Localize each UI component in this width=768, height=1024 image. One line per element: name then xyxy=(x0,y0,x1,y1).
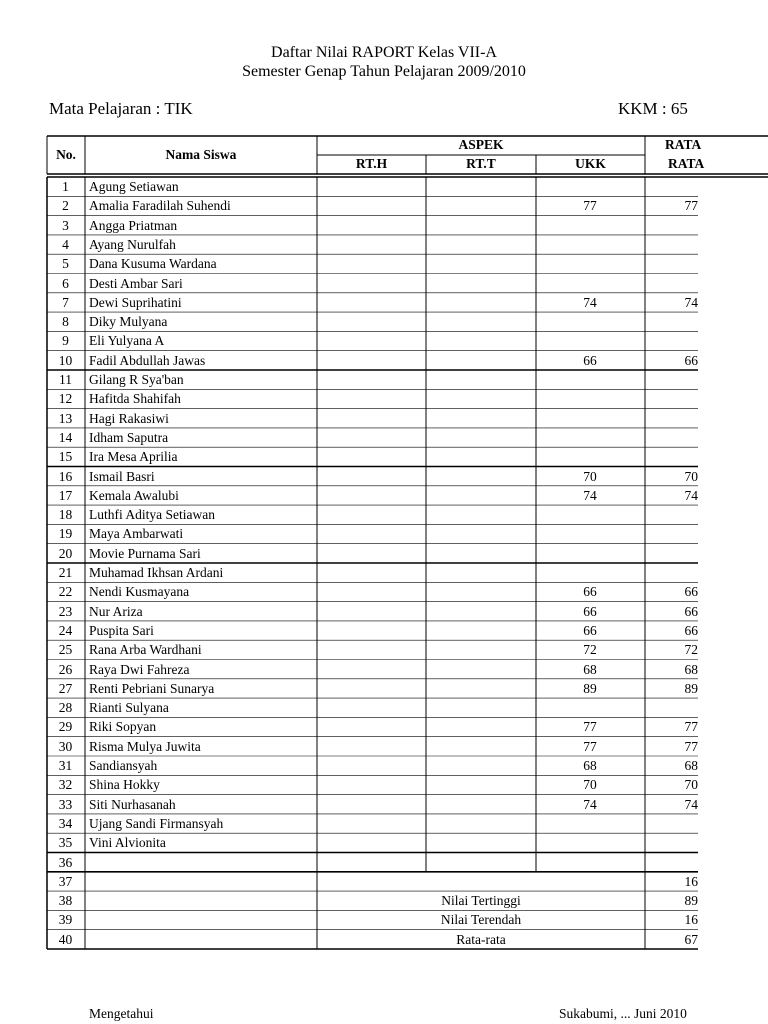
row-number: 3 xyxy=(62,217,69,233)
summary-label: Nilai Tertinggi xyxy=(441,893,521,909)
row-number: 10 xyxy=(58,352,73,368)
ukk-score: 74 xyxy=(583,796,597,812)
rata-score: 68 xyxy=(684,758,698,773)
footer-mengetahui: Mengetahui xyxy=(89,1006,154,1021)
student-name: Siti Nurhasanah xyxy=(89,796,176,812)
row-number: 35 xyxy=(58,835,73,851)
student-name: Fadil Abdullah Jawas xyxy=(89,352,206,368)
document-subtitle: Semester Genap Tahun Pelajaran 2009/2010 xyxy=(242,63,526,80)
student-name: Nur Ariza xyxy=(89,603,143,619)
rata-score: 74 xyxy=(684,796,698,812)
student-name: Shina Hokky xyxy=(89,777,160,793)
student-name: Riki Sopyan xyxy=(89,719,157,735)
student-name: Movie Purnama Sari xyxy=(89,545,201,561)
student-name: Nendi Kusmayana xyxy=(89,584,190,600)
row-number: 24 xyxy=(58,622,73,638)
student-name: Renti Pebriani Sunarya xyxy=(89,680,215,696)
ukk-score: 74 xyxy=(583,487,597,503)
summary-value: 16 xyxy=(684,873,698,889)
student-name: Ira Mesa Aprilia xyxy=(89,449,178,465)
summary-value: 89 xyxy=(684,893,698,909)
row-number: 9 xyxy=(62,333,69,349)
student-name: Sandiansyah xyxy=(89,758,158,773)
row-number: 23 xyxy=(58,603,73,619)
row-number: 21 xyxy=(58,565,73,580)
summary-value: 16 xyxy=(684,912,698,928)
ukk-score: 70 xyxy=(583,468,597,484)
subject-label: Mata Pelajaran : TIK xyxy=(49,99,193,118)
rata-score: 72 xyxy=(684,642,698,658)
rata-score: 66 xyxy=(684,352,698,368)
row-number: 2 xyxy=(62,198,69,214)
row-number: 37 xyxy=(58,873,73,889)
ukk-score: 66 xyxy=(583,584,597,600)
ukk-score: 77 xyxy=(583,198,597,214)
header-aspek: ASPEK xyxy=(458,137,504,152)
row-number: 25 xyxy=(58,642,73,658)
header-rt-h: RT.H xyxy=(355,156,388,171)
row-number: 32 xyxy=(58,777,73,793)
ukk-score: 66 xyxy=(583,352,597,368)
rata-score: 66 xyxy=(684,584,698,600)
kkm-label: KKM : 65 xyxy=(618,99,688,118)
ukk-score: 74 xyxy=(583,294,597,310)
rata-score: 77 xyxy=(684,719,698,735)
student-name: Ismail Basri xyxy=(89,468,155,484)
student-name: Luthfi Aditya Setiawan xyxy=(89,507,215,523)
student-name: Hagi Rakasiwi xyxy=(89,410,169,426)
row-number: 29 xyxy=(58,719,73,735)
header-ukk: UKK xyxy=(575,156,606,171)
student-name: Maya Ambarwati xyxy=(89,526,184,542)
student-name: Ujang Sandi Firmansyah xyxy=(89,815,224,831)
row-number: 39 xyxy=(58,912,73,928)
student-name: Agung Setiawan xyxy=(89,179,179,194)
rata-score: 77 xyxy=(684,198,698,214)
row-number: 36 xyxy=(58,854,73,870)
row-number: 31 xyxy=(58,758,73,773)
row-number: 4 xyxy=(62,236,69,252)
rata-score: 70 xyxy=(684,468,698,484)
ukk-score: 66 xyxy=(583,603,597,619)
row-number: 19 xyxy=(58,526,73,542)
row-number: 6 xyxy=(62,275,69,291)
student-name: Rana Arba Wardhani xyxy=(89,642,202,658)
student-name: Ayang Nurulfah xyxy=(89,236,176,252)
summary-label: Rata-rata xyxy=(456,931,506,947)
header-rata-2: RATA xyxy=(668,156,705,171)
student-name: Diky Mulyana xyxy=(89,314,168,330)
student-name: Kemala Awalubi xyxy=(89,487,179,503)
student-name: Risma Mulya Juwita xyxy=(89,738,201,754)
row-number: 5 xyxy=(62,256,69,272)
row-number: 17 xyxy=(58,487,73,503)
student-name: Desti Ambar Sari xyxy=(89,275,183,291)
student-name: Amalia Faradilah Suhendi xyxy=(89,198,231,214)
header-rata-1: RATA xyxy=(665,137,702,152)
row-number: 28 xyxy=(58,700,73,716)
ukk-score: 70 xyxy=(583,777,597,793)
row-number: 11 xyxy=(59,372,72,387)
row-number: 14 xyxy=(58,429,73,445)
student-name: Idham Saputra xyxy=(89,429,169,445)
rata-score: 66 xyxy=(684,622,698,638)
rata-score: 74 xyxy=(684,487,698,503)
ukk-score: 89 xyxy=(583,680,597,696)
rata-score: 89 xyxy=(684,680,698,696)
row-number: 8 xyxy=(62,314,69,330)
student-name: Puspita Sari xyxy=(89,622,154,638)
summary-label: Nilai Terendah xyxy=(440,912,522,928)
ukk-score: 68 xyxy=(583,758,597,773)
ukk-score: 72 xyxy=(583,642,597,658)
row-number: 30 xyxy=(58,738,73,754)
ukk-score: 66 xyxy=(583,622,597,638)
row-number: 26 xyxy=(58,661,73,677)
rata-score: 68 xyxy=(684,661,698,677)
ukk-score: 77 xyxy=(583,738,597,754)
student-name: Rianti Sulyana xyxy=(89,700,169,716)
student-name: Dana Kusuma Wardana xyxy=(89,256,217,272)
row-number: 34 xyxy=(58,815,73,831)
student-name: Eli Yulyana A xyxy=(89,333,165,349)
row-number: 27 xyxy=(58,680,73,696)
row-number: 38 xyxy=(58,893,73,909)
rata-score: 66 xyxy=(684,603,698,619)
rata-score: 77 xyxy=(684,738,698,754)
student-name: Vini Alvionita xyxy=(89,835,166,851)
row-number: 18 xyxy=(58,507,73,523)
row-number: 40 xyxy=(58,931,73,947)
rata-score: 70 xyxy=(684,777,698,793)
student-name: Hafitda Shahifah xyxy=(89,391,181,407)
row-number: 7 xyxy=(62,294,69,310)
header-no: No. xyxy=(56,147,76,162)
rata-score: 74 xyxy=(684,294,698,310)
row-number: 33 xyxy=(58,796,73,812)
row-number: 13 xyxy=(58,410,73,426)
row-number: 12 xyxy=(58,391,73,407)
ukk-score: 68 xyxy=(583,661,597,677)
row-number: 16 xyxy=(58,468,73,484)
row-number: 20 xyxy=(58,545,73,561)
header-rt-t: RT.T xyxy=(466,156,496,171)
row-number: 22 xyxy=(58,584,73,600)
row-number: 1 xyxy=(62,179,69,194)
footer-place-date: Sukabumi, ... Juni 2010 xyxy=(559,1006,687,1021)
ukk-score: 77 xyxy=(583,719,597,735)
student-name: Muhamad Ikhsan Ardani xyxy=(89,565,224,580)
student-name: Gilang R Sya'ban xyxy=(89,372,184,387)
row-number: 15 xyxy=(58,449,73,465)
student-name: Dewi Suprihatini xyxy=(89,294,182,310)
document-title: Daftar Nilai RAPORT Kelas VII-A xyxy=(271,44,497,61)
summary-value: 67 xyxy=(684,931,698,947)
header-nama-siswa: Nama Siswa xyxy=(165,147,237,162)
student-name: Angga Priatman xyxy=(89,217,178,233)
student-name: Raya Dwi Fahreza xyxy=(89,661,190,677)
